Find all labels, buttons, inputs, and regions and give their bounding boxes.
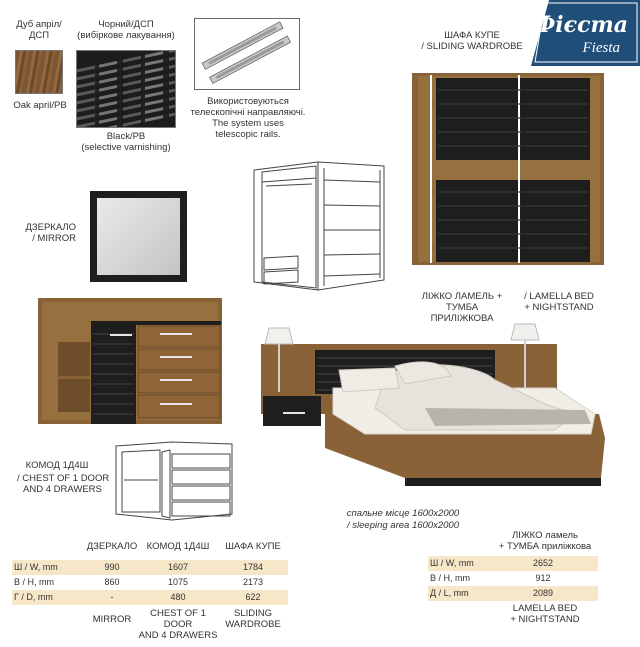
brand-title-ua: Фієста bbox=[534, 12, 628, 38]
mirror-label: ДЗЕРКАЛО / MIRROR bbox=[25, 222, 76, 244]
bed-row-width: Ш / W, mm 2652 bbox=[428, 556, 598, 571]
oak-finish-label-en: Oak april/PB bbox=[13, 100, 67, 111]
brand-title-en: Fiesta bbox=[582, 40, 620, 56]
bed-row-length: Д / L, mm 2089 bbox=[428, 586, 598, 601]
table-row-height: В / H, mm 860 1075 2173 bbox=[14, 577, 264, 587]
table-footer-mirror: MIRROR bbox=[92, 614, 132, 625]
wardrobe-label: ШАФА КУПЕ / SLIDING WARDROBE bbox=[421, 30, 523, 52]
wardrobe-image bbox=[410, 70, 610, 270]
table-row-width: Ш / W, mm 990 1607 1784 bbox=[12, 560, 288, 575]
black-finish-label-en: Black/PB (selective varnishing) bbox=[81, 131, 171, 153]
oak-finish-swatch bbox=[15, 50, 63, 94]
oak-finish-label-ua: Дуб апріл/ ДСП bbox=[16, 19, 62, 41]
bed-table-footer: LAMELLA BED + NIGHTSTAND bbox=[510, 603, 580, 625]
rails-icon bbox=[195, 19, 299, 89]
chest-image bbox=[36, 294, 226, 428]
telescopic-rails-image bbox=[194, 18, 300, 90]
wardrobe-line-drawing bbox=[248, 160, 388, 294]
sleeping-area-caption: спальне місце 1600х2000 / sleeping area 1600x2000 bbox=[346, 508, 460, 531]
bed-image bbox=[255, 318, 613, 490]
table-row-depth: Г / D, mm - 480 622 bbox=[12, 590, 288, 605]
black-finish-swatch bbox=[76, 50, 176, 128]
table-header-chest: КОМОД 1Д4Ш bbox=[146, 541, 210, 552]
black-finish-label-ua: Чорний/ДСП (вибіркове лакування) bbox=[77, 19, 175, 41]
chest-label: КОМОД 1Д4Ш / CHEST OF 1 DOOR AND 4 DRAWERS bbox=[17, 460, 110, 495]
chest-line-drawing bbox=[112, 440, 236, 522]
table-footer-wardrobe: SLIDING WARDROBE bbox=[225, 608, 281, 630]
bed-label-ua: ЛІЖКО ЛАМЕЛЬ + ТУМБА ПРИЛІЖКОВА bbox=[421, 291, 503, 324]
table-header-wardrobe: ШАФА КУПЕ bbox=[225, 541, 281, 552]
table-footer-chest: CHEST OF 1 DOOR AND 4 DRAWERS bbox=[138, 608, 218, 641]
mirror-image bbox=[90, 191, 187, 282]
brand-logo bbox=[531, 0, 640, 66]
bed-table-header: ЛІЖКО ламель + ТУМБА приліжкова bbox=[498, 530, 592, 552]
rails-caption: Використовуються телескопічні направляючі. The system uses telescopic rails. bbox=[190, 96, 306, 140]
bed-label-en: / LAMELLA BED + NIGHTSTAND bbox=[524, 291, 594, 313]
bed-row-height: В / H, mm 912 bbox=[430, 573, 551, 583]
table-header-mirror: ДЗЕРКАЛО bbox=[86, 541, 138, 552]
